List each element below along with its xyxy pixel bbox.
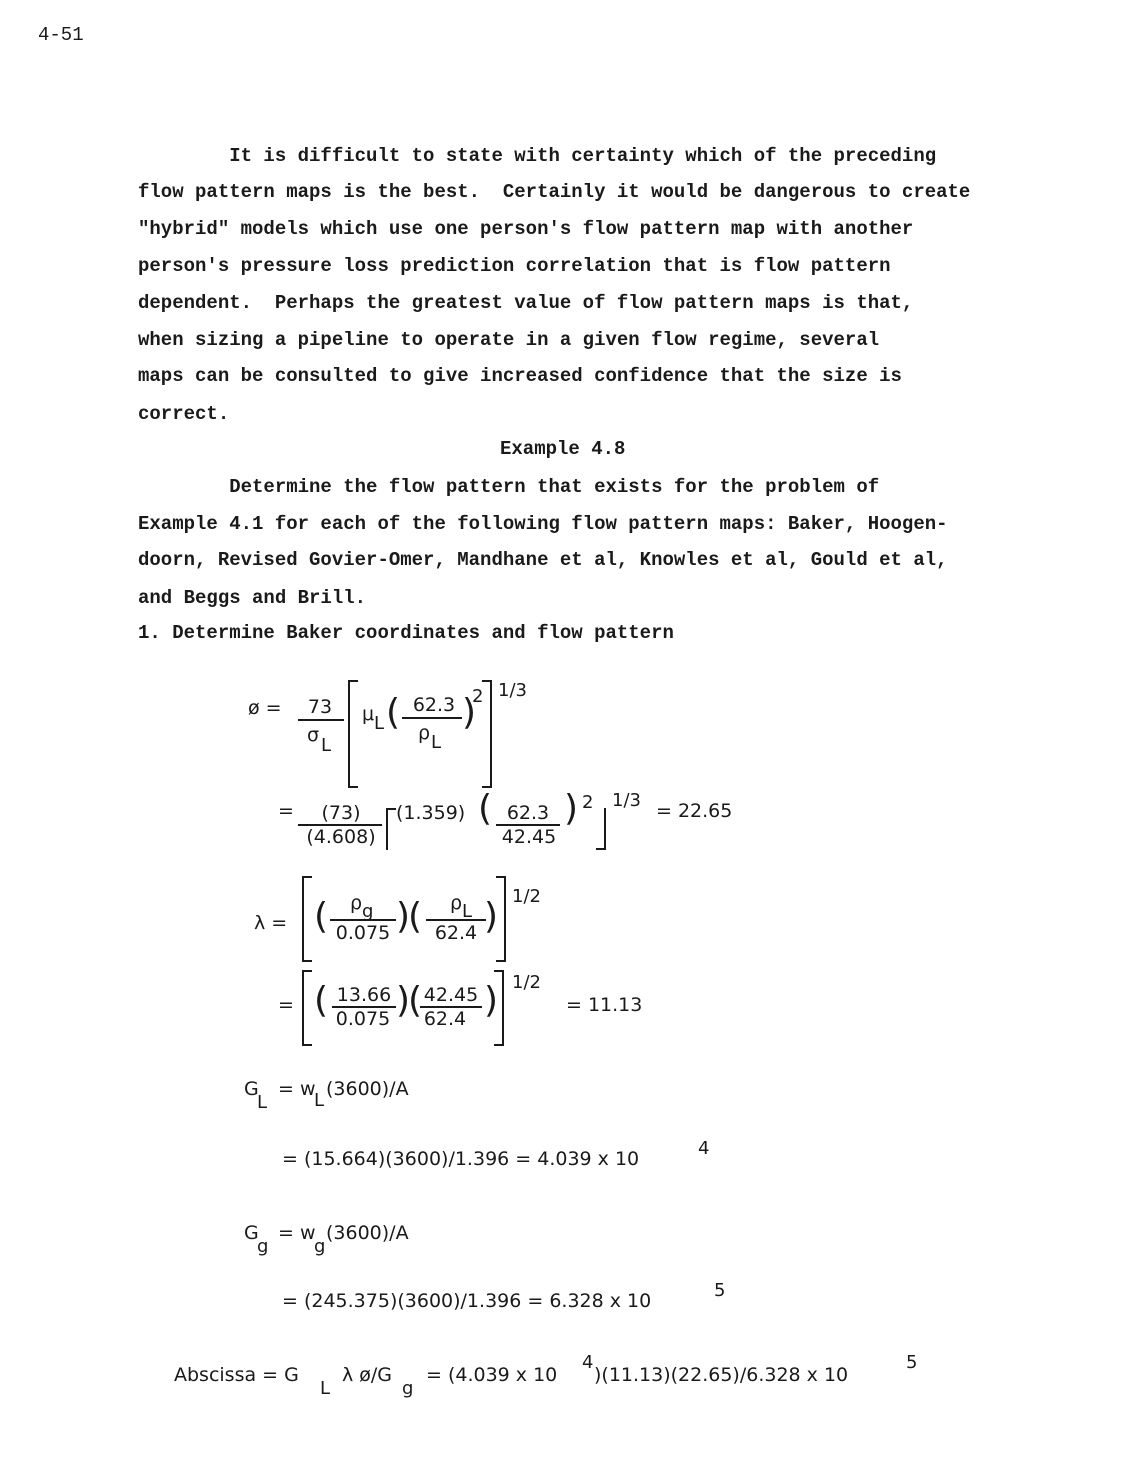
left-paren: ( bbox=[314, 896, 329, 937]
abscissa-sub1: L bbox=[320, 1378, 331, 1399]
gl-rhs-pre: = w bbox=[278, 1078, 316, 1100]
equals-sign: = bbox=[278, 800, 294, 822]
fraction-bar bbox=[298, 719, 344, 721]
rho-g-symbol: ρ bbox=[350, 892, 363, 914]
abscissa-sub2: g bbox=[402, 1378, 414, 1399]
gg-rhs-pre: = w bbox=[278, 1222, 316, 1244]
phi-numerator: 73 bbox=[307, 696, 333, 718]
gl-value-exponent: 4 bbox=[698, 1138, 710, 1159]
gl-value-text: = (15.664)(3600)/1.396 = 4.039 x 10 bbox=[282, 1148, 640, 1170]
right-paren: ) bbox=[564, 788, 579, 829]
abscissa-rhs1: = (4.039 x 10 bbox=[426, 1364, 558, 1386]
equals-sign: = bbox=[278, 994, 294, 1016]
inner-numerator: 62.3 bbox=[412, 694, 456, 716]
lambda-exponent: 1/2 bbox=[512, 886, 541, 907]
gl-rhs-subscript: L bbox=[314, 1090, 325, 1111]
rho-g-subscript: g bbox=[362, 901, 374, 922]
left-bracket bbox=[386, 808, 396, 850]
inner-exponent: 2 bbox=[472, 686, 484, 707]
left-paren: ( bbox=[408, 896, 423, 937]
right-paren: ) bbox=[396, 980, 411, 1021]
gg-value-text: = (245.375)(3600)/1.396 = 6.328 x 10 bbox=[282, 1290, 652, 1312]
phi-lhs: ø = bbox=[248, 697, 282, 719]
outer-exponent: 1/3 bbox=[498, 680, 527, 701]
gl-subscript: L bbox=[257, 1092, 268, 1113]
right-bracket bbox=[496, 876, 506, 962]
gg-value-exponent: 5 bbox=[714, 1280, 726, 1301]
text-line: dependent. Perhaps the greatest value of flow pattern maps is that, bbox=[138, 292, 914, 314]
rho-l-symbol: ρ bbox=[450, 892, 463, 914]
outer-exponent: 1/3 bbox=[612, 790, 641, 811]
lambda-result: = 11.13 bbox=[566, 994, 643, 1016]
example-title: Example 4.8 bbox=[500, 438, 626, 460]
abscissa-rhs2: )(11.13)(22.65)/6.328 x 10 bbox=[594, 1364, 849, 1386]
text-line: correct. bbox=[138, 403, 230, 425]
lambda-den1: 0.075 bbox=[335, 922, 391, 944]
fraction-bar bbox=[330, 919, 396, 921]
phi-result: = 22.65 bbox=[656, 800, 733, 822]
lambda-value-den2: 62.4 bbox=[423, 1008, 467, 1030]
gg-symbol: G bbox=[244, 1222, 259, 1244]
text-line: and Beggs and Brill. bbox=[138, 587, 367, 609]
lambda-value-num2: 42.45 bbox=[423, 984, 479, 1006]
inner-denominator: 42.45 bbox=[501, 826, 557, 848]
inner-numerator: 62.3 bbox=[506, 802, 550, 824]
lambda-lhs: λ = bbox=[254, 912, 288, 934]
lambda-value-den1: 0.075 bbox=[335, 1008, 391, 1030]
left-paren: ( bbox=[386, 692, 401, 733]
left-bracket bbox=[348, 680, 358, 788]
text-line: Example 4.1 for each of the following flow pattern maps: Baker, Hoogen- bbox=[138, 513, 948, 535]
right-bracket bbox=[494, 970, 504, 1046]
text-line: person's pressure loss prediction correlation that is flow pattern bbox=[138, 255, 891, 277]
gg-subscript: g bbox=[257, 1236, 269, 1257]
gg-rhs-post: (3600)/A bbox=[326, 1222, 409, 1244]
text-line: "hybrid" models which use one person's flow pattern map with another bbox=[138, 218, 914, 240]
sigma-symbol: σ bbox=[307, 724, 320, 746]
text-line: flow pattern maps is the best. Certainly it would be dangerous to create bbox=[138, 181, 971, 203]
mu-subscript: L bbox=[374, 713, 385, 734]
right-paren: ) bbox=[484, 896, 499, 937]
left-paren: ( bbox=[408, 980, 423, 1021]
gl-symbol: G bbox=[244, 1078, 259, 1100]
sigma-subscript: L bbox=[321, 735, 332, 756]
left-paren: ( bbox=[314, 980, 329, 1021]
fraction-bar bbox=[402, 717, 462, 719]
coefficient: (1.359) bbox=[396, 802, 466, 824]
page-number: 4-51 bbox=[38, 24, 84, 46]
gg-rhs-subscript: g bbox=[314, 1236, 326, 1257]
abscissa-mid: λ ø/G bbox=[342, 1364, 393, 1386]
right-paren: ) bbox=[396, 896, 411, 937]
abscissa-exp2: 5 bbox=[906, 1352, 918, 1373]
right-bracket bbox=[596, 808, 606, 850]
rho-subscript: L bbox=[431, 732, 442, 753]
left-bracket bbox=[302, 876, 312, 962]
lambda-den2: 62.4 bbox=[434, 922, 478, 944]
inner-exponent: 2 bbox=[582, 792, 594, 813]
gl-rhs-post: (3600)/A bbox=[326, 1078, 409, 1100]
lambda-value-exponent: 1/2 bbox=[512, 972, 541, 993]
text-line: when sizing a pipeline to operate in a given flow regime, several bbox=[138, 329, 880, 351]
text-line: maps can be consulted to give increased confidence that the size is bbox=[138, 365, 902, 387]
mu-symbol: μ bbox=[362, 703, 375, 725]
text-line: doorn, Revised Govier-Omer, Mandhane et al, Knowles et al, Gould et al, bbox=[138, 549, 948, 571]
text-line: Determine the flow pattern that exists for the problem of bbox=[138, 476, 880, 498]
phi-value-numerator: (73) bbox=[321, 802, 361, 824]
abscissa-label: Abscissa = G bbox=[174, 1364, 299, 1386]
rho-l-subscript: L bbox=[462, 901, 473, 922]
abscissa-exp1: 4 bbox=[582, 1352, 594, 1373]
right-paren: ) bbox=[462, 692, 477, 733]
left-bracket bbox=[302, 970, 312, 1046]
right-bracket bbox=[482, 680, 492, 788]
fraction-bar bbox=[426, 919, 486, 921]
text-line: It is difficult to state with certainty which of the preceding bbox=[138, 145, 937, 167]
rho-symbol: ρ bbox=[418, 722, 431, 744]
left-paren: ( bbox=[478, 788, 493, 829]
step-heading: 1. Determine Baker coordinates and flow pattern bbox=[138, 622, 674, 644]
lambda-value-num1: 13.66 bbox=[336, 984, 392, 1006]
right-paren: ) bbox=[484, 980, 499, 1021]
phi-value-denominator: (4.608) bbox=[306, 826, 376, 848]
